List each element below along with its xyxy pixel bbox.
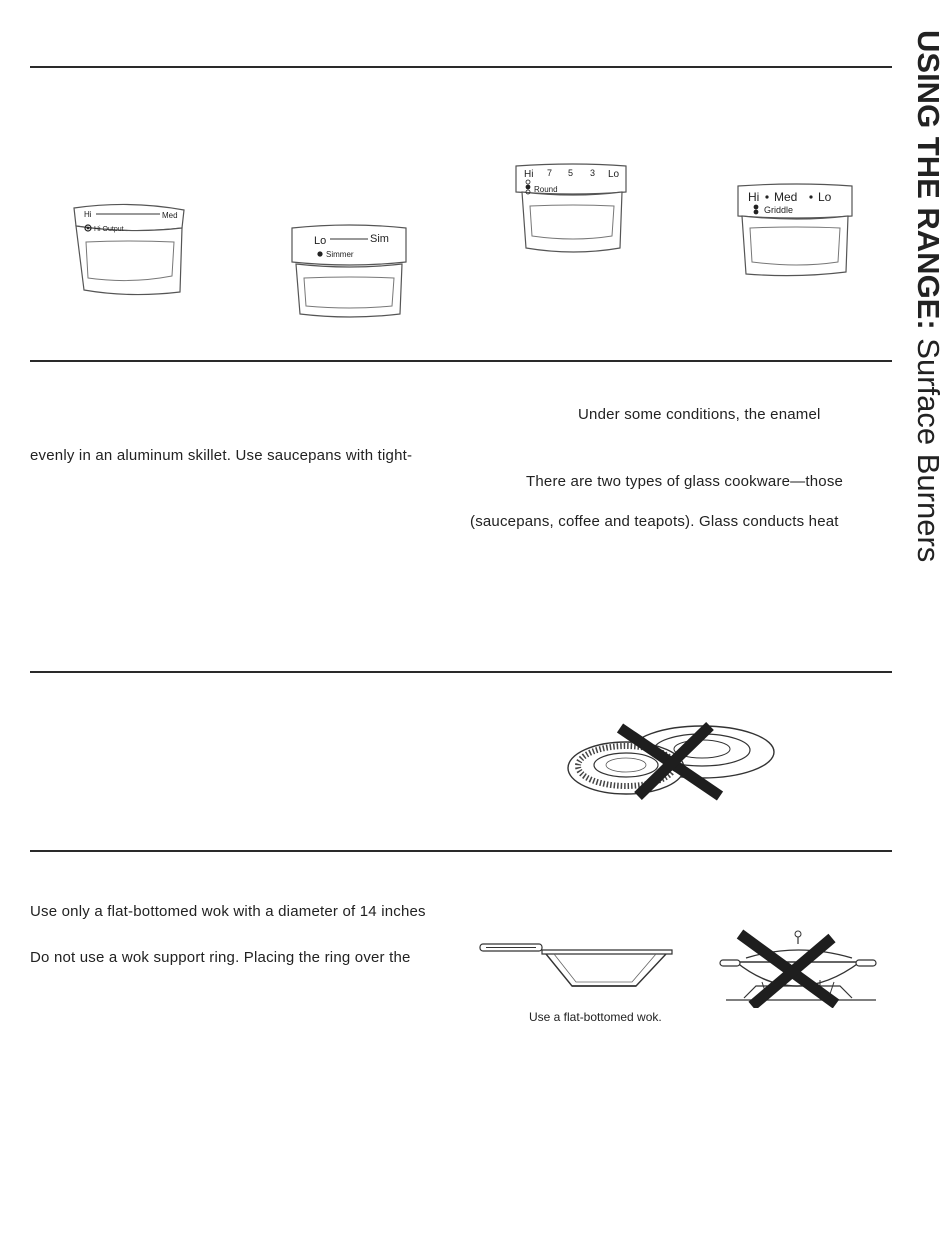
cookware-glass-heat-line: (saucepans, coffee and teapots). Glass conducts heat xyxy=(470,513,839,530)
knob1-label-hi: Hi xyxy=(84,210,92,219)
knob4-label-med: Med xyxy=(774,190,798,204)
wok-support-ring-line: Do not use a wok support ring. Placing the ring over the xyxy=(30,949,411,966)
burner-cap-illustration xyxy=(564,716,778,806)
knob3-label-3: 3 xyxy=(590,168,596,178)
section-divider-cookware xyxy=(30,360,892,362)
knob1-label-med: Med xyxy=(162,211,178,220)
round-knob xyxy=(514,162,634,258)
knob4-label-lo: Lo xyxy=(818,190,832,204)
side-title-bold: USING THE RANGE: xyxy=(911,30,946,330)
section-divider-burner xyxy=(30,671,892,673)
knob3-sub: Round xyxy=(534,185,558,194)
knob2-label-lo: Lo xyxy=(314,235,327,247)
flat-bottom-wok-illustration xyxy=(476,936,678,996)
cookware-enamel-line: Under some conditions, the enamel xyxy=(578,406,821,423)
knob1-sub: Hi Output xyxy=(94,226,124,233)
knob2-label-sim: Sim xyxy=(370,233,389,245)
knob3-label-5: 5 xyxy=(568,168,574,178)
wok-diameter-line: Use only a flat-bottomed wok with a diameter of 14 inches xyxy=(30,903,426,920)
knob3-label-hi: Hi xyxy=(524,169,534,180)
wok-ring-illustration xyxy=(716,924,880,1008)
lo-sim-knob xyxy=(288,222,414,322)
wok-caption: Use a flat-bottomed wok. xyxy=(529,1010,662,1024)
griddle-knob xyxy=(736,182,862,280)
cookware-aluminum-line: evenly in an aluminum skillet. Use saucepans with tight- xyxy=(30,447,413,464)
knob3-label-lo: Lo xyxy=(608,169,620,180)
section-divider-top xyxy=(30,66,892,68)
cookware-glass-types-line: There are two types of glass cookware—those xyxy=(526,473,844,490)
hi-med-knob xyxy=(70,200,190,300)
side-title-rest: Surface Burners xyxy=(911,329,946,563)
knob4-label-hi: Hi xyxy=(748,190,760,204)
knob4-sub: Griddle xyxy=(764,205,794,215)
knob2-sub: Simmer xyxy=(326,250,354,259)
knob3-label-7: 7 xyxy=(547,168,553,178)
section-divider-wok xyxy=(30,850,892,852)
side-title xyxy=(910,30,946,650)
